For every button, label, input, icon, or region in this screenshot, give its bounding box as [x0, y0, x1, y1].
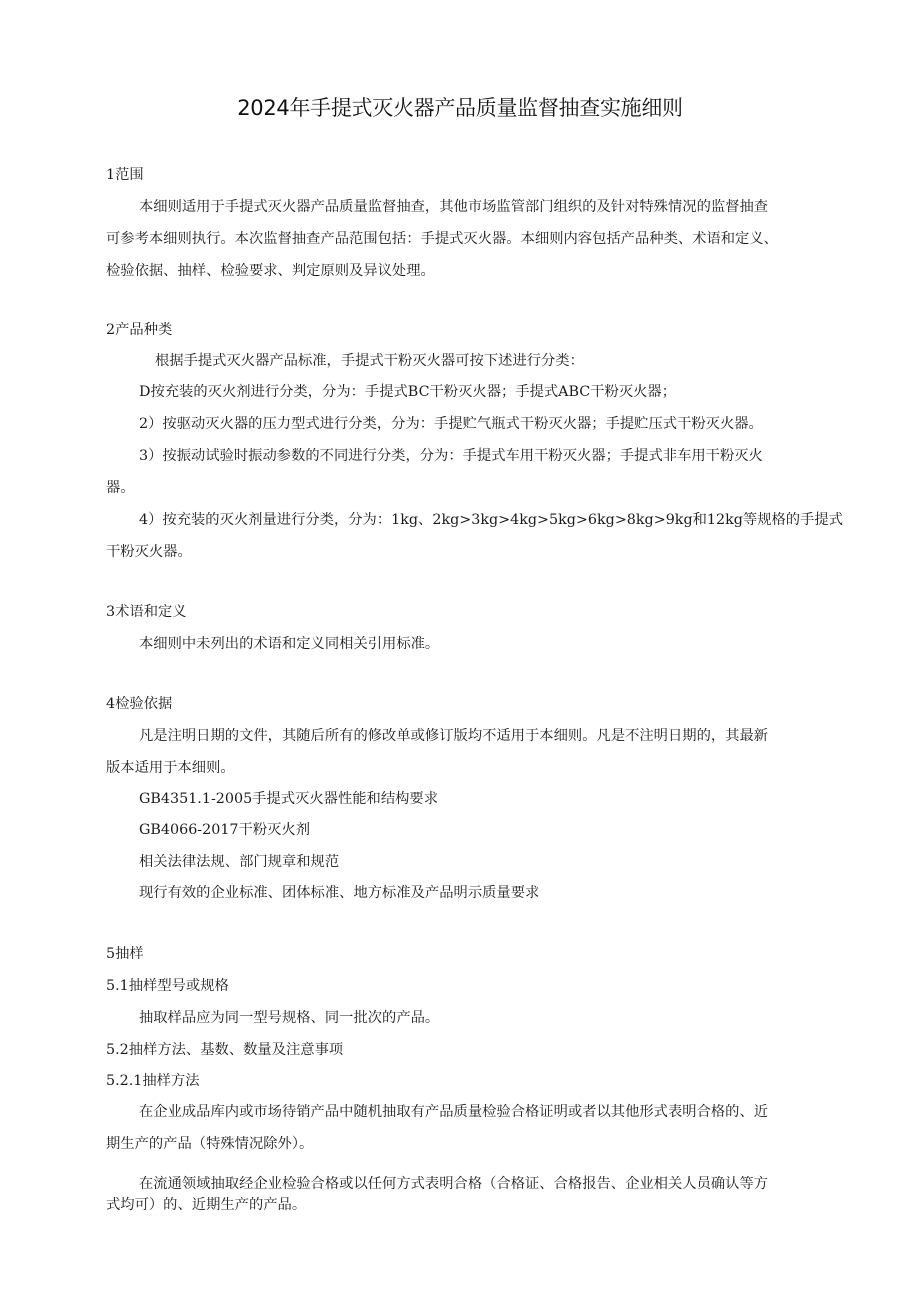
section-heading-product-types: 2产品种类	[106, 322, 173, 338]
paragraph-line: 版本适用于本细则。	[106, 760, 235, 776]
subsection-heading: 5.1抽样型号或规格	[106, 978, 229, 994]
section-heading-basis: 4检验依据	[106, 696, 173, 712]
section-heading-terms: 3术语和定义	[106, 604, 187, 620]
list-item: 2）按驱动灭火器的压力型式进行分类，分为：手提贮气瓶式干粉灭火器；手提贮压式干粉灭火器。	[139, 416, 763, 432]
reference-item: 现行有效的企业标准、团体标准、地方标准及产品明示质量要求	[139, 885, 540, 901]
paragraph-line: 凡是注明日期的文件，其随后所有的修改单或修订版均不适用于本细则。凡是不注明日期的，其最新	[139, 728, 769, 744]
subsection-heading: 5.2抽样方法、基数、数量及注意事项	[106, 1042, 344, 1058]
paragraph-line: 在流通领域抽取经企业检验合格或以任何方式表明合格（合格证、合格报告、企业相关人员确认等方	[139, 1176, 769, 1192]
paragraph-line: 可参考本细则执行。本次监督抽查产品范围包括：手提式灭火器。本细则内容包括产品种类、术语和定义、	[106, 231, 778, 247]
subsection-heading: 5.2.1抽样方法	[106, 1073, 200, 1089]
reference-item: GB4066-2017干粉灭火剂	[139, 822, 311, 838]
list-item: D按充装的灭火剂进行分类，分为：手提式BC干粉灭火器；手提式ABC干粉灭火器；	[139, 384, 677, 400]
list-item-continuation: 干粉灭火器。	[106, 544, 192, 560]
section-heading-sampling: 5抽样	[106, 946, 144, 962]
paragraph-line: 在企业成品库内或市场待销产品中随机抽取有产品质量检验合格证明或者以其他形式表明合格的、近	[139, 1104, 769, 1120]
paragraph-line: 检验依据、抽样、检验要求、判定原则及异议处理。	[106, 263, 435, 279]
paragraph-line: 期生产的产品（特殊情况除外）。	[106, 1136, 314, 1152]
paragraph-line: 本细则适用于手提式灭火器产品质量监督抽查，其他市场监管部门组织的及针对特殊情况的监督抽查	[139, 199, 769, 215]
reference-item: GB4351.1-2005手提式灭火器性能和结构要求	[139, 791, 439, 807]
paragraph-line: 根据手提式灭火器产品标准，手提式干粉灭火器可按下述进行分类：	[155, 353, 584, 369]
list-item: 3）按振动试验时振动参数的不同进行分类，分为：手提式车用干粉灭火器；手提式非车用干粉灭火	[139, 448, 763, 464]
reference-item: 相关法律法规、部门规章和规范	[139, 854, 340, 870]
section-heading-scope: 1范围	[106, 167, 144, 183]
document-title: 2024年手提式灭火器产品质量监督抽查实施细则	[237, 96, 683, 120]
list-item: 4）按充装的灭火剂量进行分类，分为：1kg、2kg>3kg>4kg>5kg>6kg>8kg>9kg和12kg等规格的手提式	[139, 512, 843, 528]
list-item-continuation: 器。	[106, 480, 135, 496]
paragraph-line: 本细则中未列出的术语和定义同相关引用标准。	[139, 636, 440, 652]
paragraph-line: 抽取样品应为同一型号规格、同一批次的产品。	[139, 1010, 440, 1026]
paragraph-line: 式均可）的、近期生产的产品。	[106, 1197, 307, 1213]
